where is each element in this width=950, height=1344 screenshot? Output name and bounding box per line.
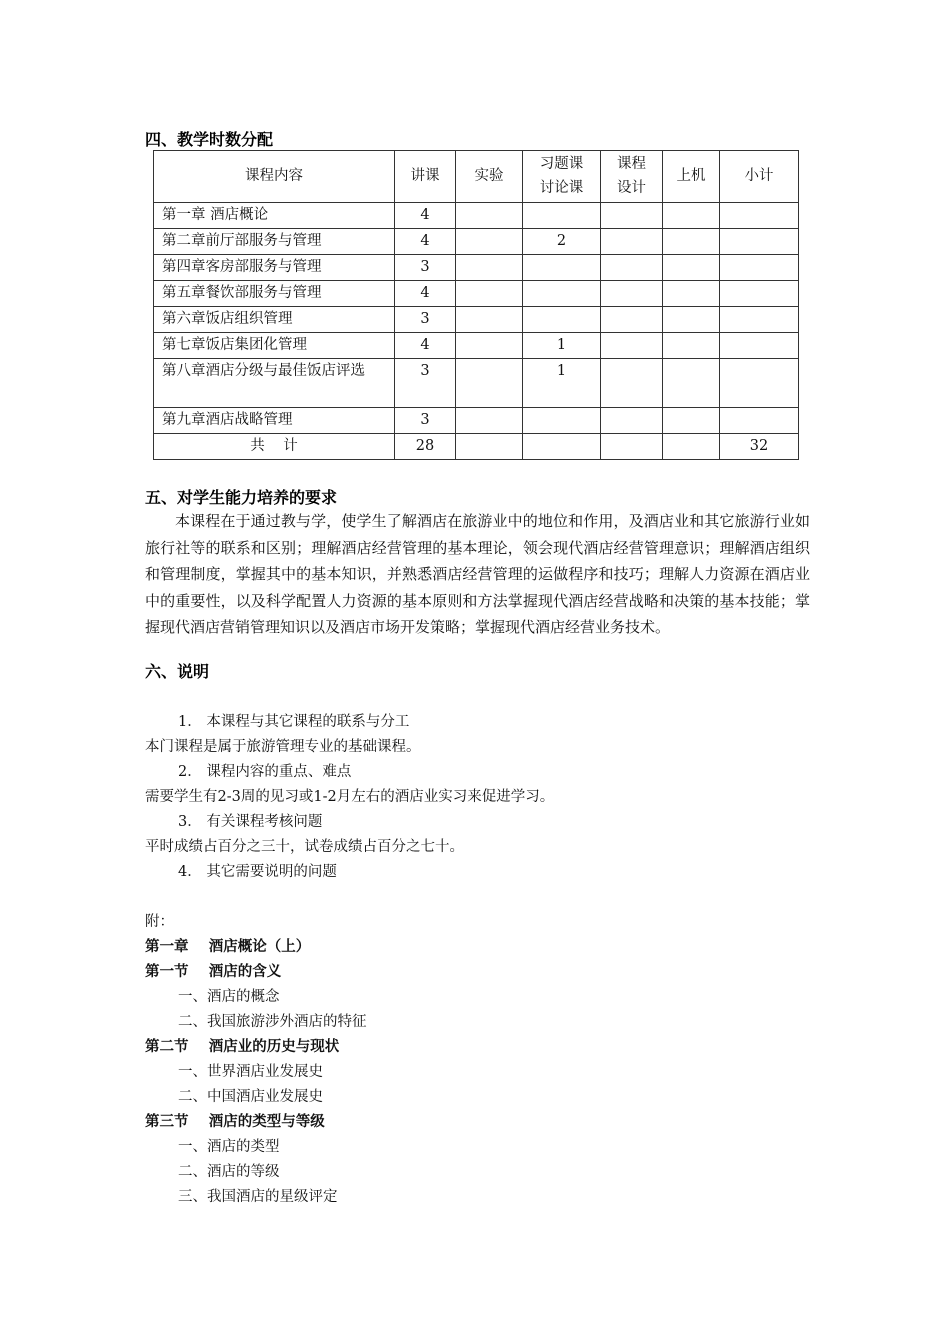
appendix-item: 二、中国酒店业发展史 [178, 1089, 323, 1105]
table-row: 第六章饭店组织管理 3 [154, 307, 799, 333]
table-total-row [154, 434, 799, 460]
header-lecture: 讲课 [395, 151, 456, 203]
appendix-section-title: 第三节 酒店的类型与等级 [145, 1114, 325, 1130]
total-lecture: 28 [395, 434, 456, 460]
table-row: 第九章酒店战略管理 3 [154, 408, 799, 434]
appendix-item: 一、世界酒店业发展史 [178, 1064, 323, 1080]
note-heading: 3． 有关课程考核问题 [178, 814, 323, 830]
appendix-item: 一、酒店的概念 [178, 989, 280, 1005]
header-subtotal: 小计 [720, 151, 799, 203]
header-lab: 实验 [456, 151, 523, 203]
appendix-section-title: 第一节 酒店的含义 [145, 964, 282, 980]
appendix-item: 二、我国旅游涉外酒店的特征 [178, 1014, 367, 1030]
note-text: 本门课程是属于旅游管理专业的基础课程。 [145, 739, 421, 755]
section6-title: 六、说明 [145, 662, 210, 681]
header-exercise: 习题课 讨论课 [523, 151, 601, 203]
teaching-hours-table [153, 150, 799, 460]
note-heading: 2． 课程内容的重点、难点 [178, 764, 352, 780]
header-content: 课程内容 [154, 151, 395, 203]
appendix-item: 一、酒店的类型 [178, 1139, 280, 1155]
table-row: 第七章饭店集团化管理 4 1 [154, 333, 799, 359]
table-row: 第一章 酒店概论 4 [154, 203, 799, 229]
appendix-item: 三、我国酒店的星级评定 [178, 1189, 338, 1205]
note-heading: 1． 本课程与其它课程的联系与分工 [178, 714, 410, 730]
note-text: 平时成绩占百分之三十，试卷成绩占百分之七十。 [145, 839, 464, 855]
table-row: 第二章前厅部服务与管理 4 2 [154, 229, 799, 255]
note-text: 需要学生有2-3周的见习或1-2月左右的酒店业实习来促进学习。 [145, 789, 555, 805]
table-row: 第八章酒店分级与最佳饭店评选 3 1 [154, 359, 799, 408]
table-header-row [154, 151, 799, 203]
section5-title: 五、对学生能力培养的要求 [145, 488, 338, 507]
table-row: 第四章客房部服务与管理 3 [154, 255, 799, 281]
header-computer: 上机 [663, 151, 720, 203]
appendix-item: 二、酒店的等级 [178, 1164, 280, 1180]
section4-title: 四、教学时数分配 [145, 130, 274, 149]
total-label: 共 计 [154, 434, 395, 460]
section5-body: 本课程在于通过教与学，使学生了解酒店在旅游业中的地位和作用，及酒店业和其它旅游行业如旅行社等的联系和区别；理解酒店经营管理的基本理论，领会现代酒店经营管理意识；理解酒店组织和管理制度，掌握其中的基本知识，并熟悉酒店经营管理的运做程序和技巧；理解人力资源在酒店业中的重要性，以及科学配置人力资源的基本原则和方法掌握现代酒店经营战略和决策的基本技能；掌握现代酒店营销管理知识以及酒店市场开发策略；掌握现代酒店经营业务技术。 [145, 512, 810, 636]
table-row: 第五章餐饮部服务与管理 4 [154, 281, 799, 307]
total-subtotal: 32 [720, 434, 799, 460]
header-design: 课程 设计 [601, 151, 663, 203]
note-heading: 4． 其它需要说明的问题 [178, 864, 337, 880]
appendix-section-title: 第二节 酒店业的历史与现状 [145, 1039, 340, 1055]
appendix-chapter: 第一章 酒店概论（上） [145, 939, 311, 955]
appendix-label: 附： [145, 914, 174, 930]
